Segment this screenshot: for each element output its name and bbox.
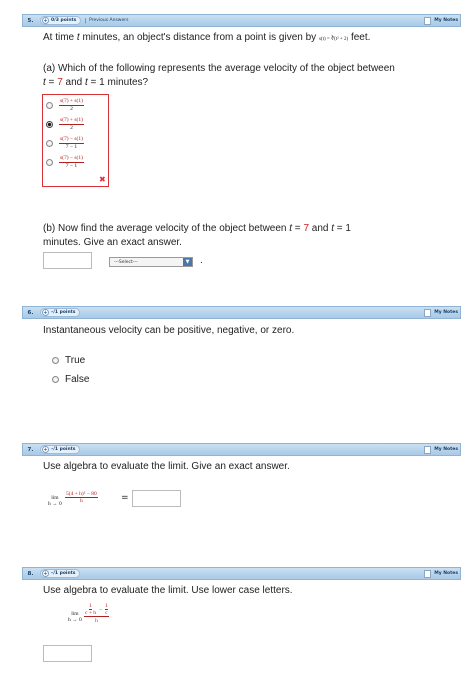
value-seven: 7 — [57, 77, 63, 88]
inner-fraction-1 — [85, 603, 96, 616]
question-number: 8. — [27, 570, 34, 577]
choice-2[interactable] — [46, 117, 84, 132]
question-8-header — [22, 567, 461, 580]
minus-sign: − — [99, 606, 103, 613]
choice-4[interactable] — [46, 155, 84, 170]
my-notes-toggle[interactable] — [424, 309, 458, 317]
choice-fraction — [59, 117, 84, 132]
choice-fraction — [59, 136, 84, 151]
fraction-numerator: s(7) − s(1) — [60, 136, 83, 142]
radio-button[interactable] — [46, 140, 53, 147]
variable-t: t — [289, 223, 293, 234]
points-badge[interactable] — [40, 569, 80, 578]
part-a-line1: (a) Which of the following represents the average velocity of the object between — [43, 63, 395, 74]
points-label: –/1 points — [51, 447, 76, 452]
answer-input[interactable] — [43, 645, 92, 662]
question-8-prompt: Use algebra to evaluate the limit. Use lower case letters. — [43, 585, 293, 596]
choice-3[interactable] — [46, 136, 84, 151]
points-label: –/1 points — [51, 571, 76, 576]
previous-answers-link[interactable]: Previous Answers — [89, 18, 129, 23]
expand-plus-icon: + — [43, 446, 48, 453]
part-a-line2 — [43, 76, 148, 90]
fraction-denominator: 7 − 1 — [65, 144, 78, 150]
notes-checkbox[interactable] — [424, 309, 431, 317]
fraction-numerator: s(7) − s(1) — [60, 155, 83, 161]
radio-button[interactable] — [52, 357, 59, 364]
points-badge[interactable] — [40, 445, 80, 454]
inner-numerator: 1 — [89, 603, 92, 609]
separator: | — [84, 17, 87, 24]
prompt-text: feet. — [348, 32, 371, 43]
my-notes-label: My Notes — [434, 447, 458, 452]
select-value: ---Select--- — [114, 259, 138, 265]
option-true[interactable] — [52, 355, 85, 366]
choice-fraction — [59, 98, 84, 113]
fraction-numerator — [84, 603, 109, 617]
variable-t: t — [331, 223, 335, 234]
variable-t: t — [43, 77, 46, 88]
option-false[interactable] — [52, 374, 89, 385]
and-text: and — [62, 77, 85, 88]
my-notes-toggle[interactable] — [424, 570, 458, 578]
question-7-header — [22, 443, 461, 456]
question-number: 7. — [27, 446, 34, 453]
question-6-header — [22, 306, 461, 319]
fraction-numerator: s(7) + s(1) — [60, 117, 83, 123]
units-select[interactable] — [109, 257, 193, 267]
limit-fraction — [84, 603, 109, 625]
prompt-text: minutes, an object's distance from a point is given by — [79, 32, 319, 43]
radio-button[interactable] — [52, 376, 59, 383]
value-seven: 7 — [303, 223, 309, 234]
points-label: 0/3 points — [51, 18, 77, 23]
dropdown-arrow-icon[interactable]: ▼ — [183, 258, 192, 266]
notes-checkbox[interactable] — [424, 17, 431, 25]
points-badge[interactable] — [40, 308, 80, 317]
fraction-denominator: 2 — [70, 125, 73, 131]
question-7-prompt: Use algebra to evaluate the limit. Give an exact answer. — [43, 461, 290, 472]
incorrect-x-icon: ✖ — [99, 175, 106, 184]
notes-checkbox[interactable] — [424, 570, 431, 578]
inner-numerator: 1 — [105, 603, 108, 609]
fraction-denominator: 7 − 1 — [65, 163, 78, 169]
equals-sign: = — [121, 493, 129, 503]
expand-plus-icon: + — [43, 17, 48, 24]
expand-plus-icon: + — [43, 570, 48, 577]
inner-denominator: c + h — [85, 610, 97, 616]
answer-choices-box — [42, 94, 109, 187]
fraction-denominator: 2 — [70, 106, 73, 112]
inner-denominator: c — [105, 610, 108, 616]
fraction-numerator: s(7) + s(1) — [60, 98, 83, 104]
radio-button[interactable] — [46, 102, 53, 109]
variable-t: t — [85, 77, 88, 88]
variable-t: t — [76, 32, 80, 43]
radio-button[interactable] — [46, 159, 53, 166]
answer-input[interactable] — [132, 490, 181, 507]
part-b-line2: minutes. Give an exact answer. — [43, 237, 182, 248]
limit-expression — [68, 611, 82, 623]
my-notes-toggle[interactable] — [424, 446, 458, 454]
choice-1[interactable] — [46, 98, 84, 113]
question-5-header — [22, 14, 461, 27]
fraction-denominator: h — [80, 498, 83, 504]
period-text: . — [200, 256, 203, 266]
choice-fraction — [59, 155, 84, 170]
lim-subscript: h → 0 — [48, 501, 62, 507]
prompt-text: (b) Now find the average velocity of the object between — [43, 223, 290, 234]
fraction-denominator: h — [95, 618, 98, 624]
lim-text: lim — [51, 495, 59, 501]
lim-subscript: h → 0 — [68, 617, 82, 623]
my-notes-label: My Notes — [434, 571, 458, 576]
lim-text: lim — [71, 611, 79, 617]
prompt-text: At time — [43, 32, 77, 43]
notes-checkbox[interactable] — [424, 446, 431, 454]
points-badge[interactable] — [40, 16, 81, 25]
my-notes-toggle[interactable] — [424, 17, 458, 25]
question-5-prompt — [43, 31, 370, 47]
option-label: True — [65, 355, 86, 366]
fraction-numerator: 5(4 + h)² − 80 — [66, 491, 97, 497]
answer-input[interactable] — [43, 252, 92, 269]
equals-text: = 1 minutes? — [87, 77, 149, 88]
equals-text: = — [45, 77, 58, 88]
points-label: –/1 points — [51, 310, 76, 315]
my-notes-label: My Notes — [434, 310, 458, 315]
my-notes-label: My Notes — [434, 18, 458, 23]
option-label: False — [65, 374, 90, 385]
equals-text: = 1 — [334, 223, 351, 234]
radio-button-selected[interactable] — [46, 121, 53, 128]
inner-fraction-2 — [105, 603, 108, 616]
expand-plus-icon: + — [43, 309, 48, 316]
equals-text: = — [292, 223, 304, 234]
question-number: 6. — [27, 309, 34, 316]
limit-expression — [48, 495, 62, 507]
question-6-prompt: Instantaneous velocity can be positive, negative, or zero. — [43, 325, 295, 336]
distance-formula: s(t) = ∛(t² + 2) — [318, 37, 349, 42]
question-number: 5. — [27, 17, 34, 24]
limit-fraction — [65, 491, 98, 504]
and-text: and — [309, 223, 332, 234]
part-b-line1 — [43, 222, 351, 236]
